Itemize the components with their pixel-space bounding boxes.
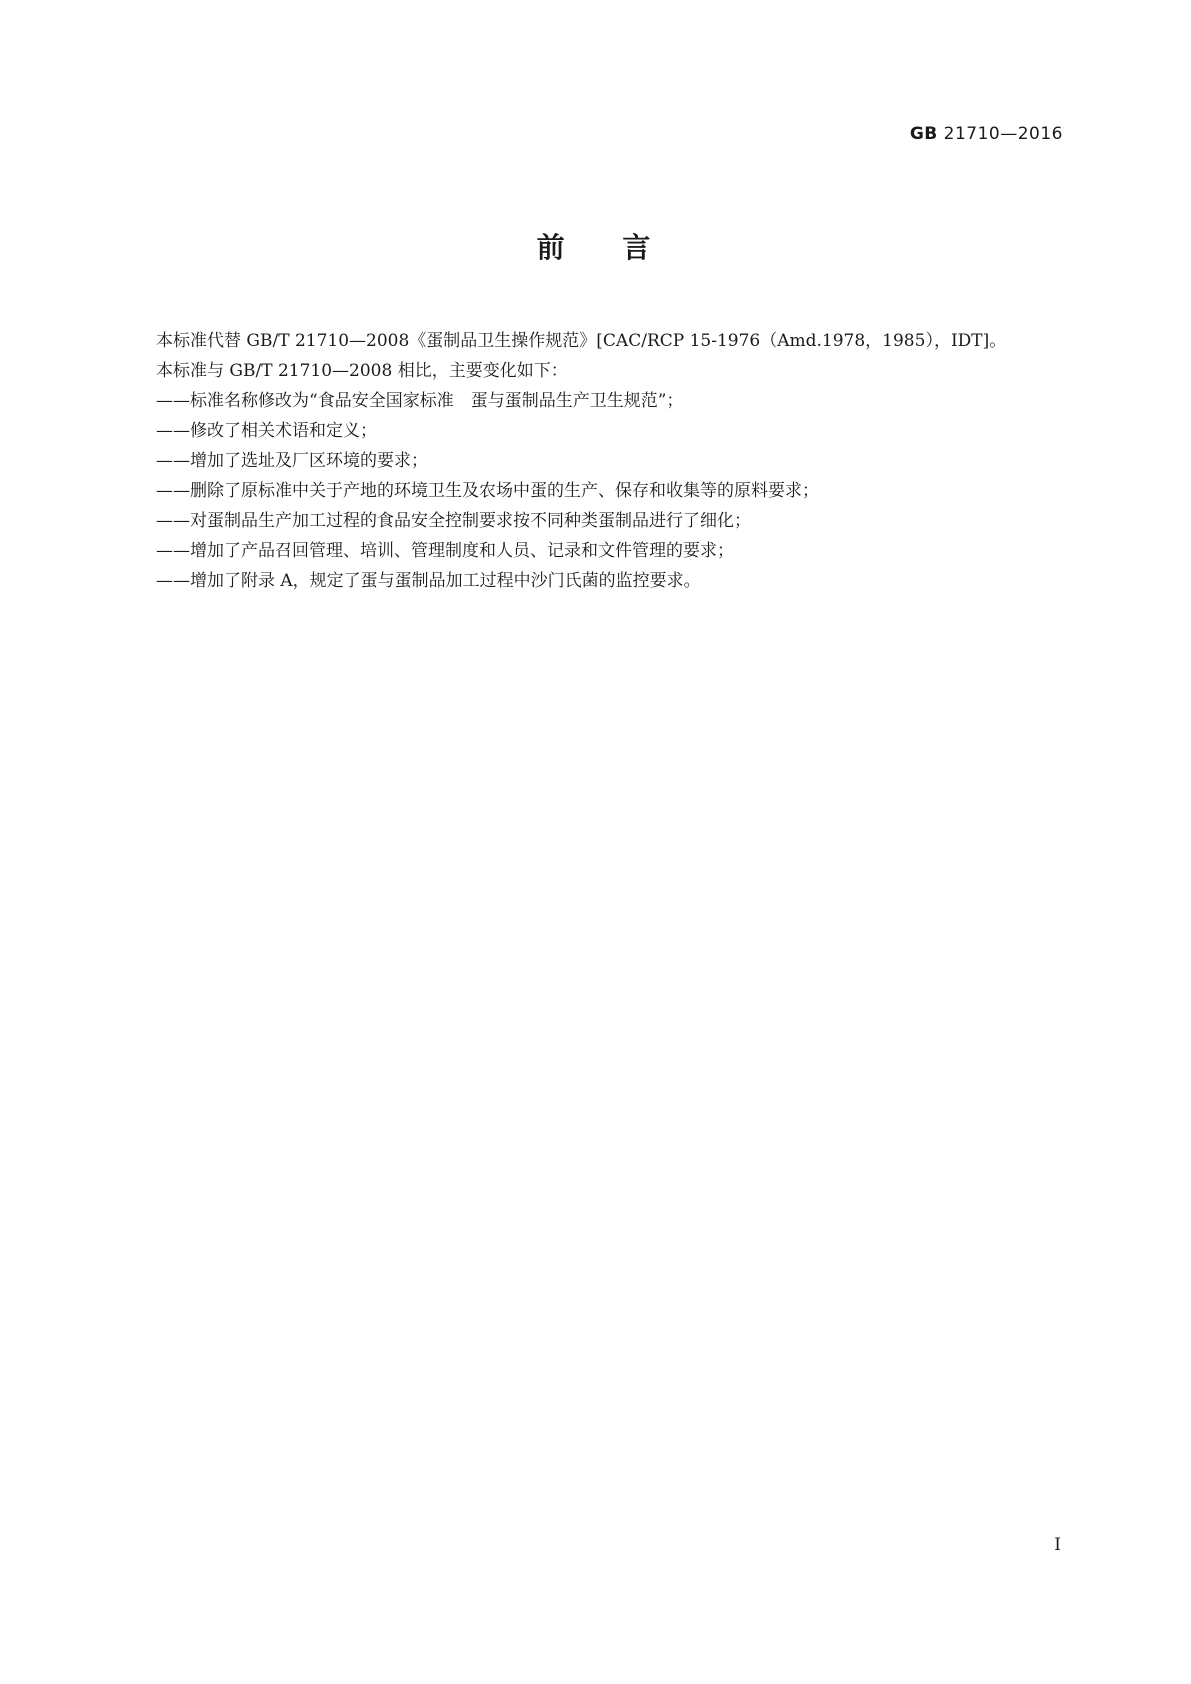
standard-code — [910, 124, 1063, 144]
foreword-body — [122, 326, 1074, 596]
comparison-paragraph: 本标准与 GB/T 21710—2008 相比，主要变化如下： — [156, 361, 568, 381]
standard-prefix: GB — [909, 124, 938, 144]
change-item: ——删除了原标准中关于产地的环境卫生及农场中蛋的生产、保存和收集等的原料要求； — [156, 481, 819, 501]
standard-number: 21710—2016 — [943, 124, 1063, 144]
page-number: I — [1054, 1535, 1061, 1555]
change-item: ——增加了附录 A，规定了蛋与蛋制品加工过程中沙门氏菌的监控要求。 — [156, 571, 701, 591]
change-item: ——修改了相关术语和定义； — [156, 421, 377, 441]
change-item: ——标准名称修改为“食品安全国家标准 蛋与蛋制品生产卫生规范”； — [156, 391, 684, 411]
change-item: ——对蛋制品生产加工过程的食品安全控制要求按不同种类蛋制品进行了细化； — [156, 511, 751, 531]
change-item: ——增加了选址及厂区环境的要求； — [156, 451, 428, 471]
page-title: 前 言 — [536, 231, 655, 264]
change-item: ——增加了产品召回管理、培训、管理制度和人员、记录和文件管理的要求； — [156, 541, 734, 561]
replacement-paragraph: 本标准代替 GB/T 21710—2008《蛋制品卫生操作规范》[CAC/RCP 15-1976（Amd.1978，1985），IDT]。 — [156, 331, 1007, 351]
